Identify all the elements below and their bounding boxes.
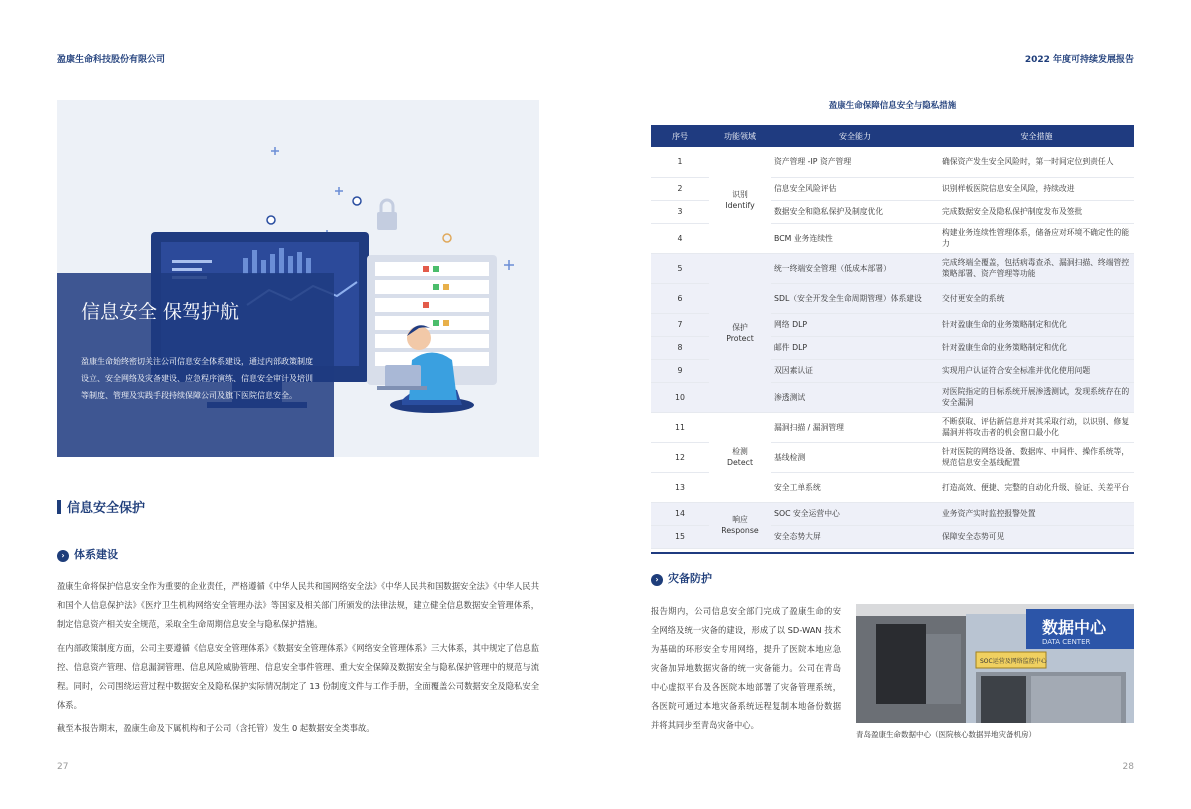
security-capability: SDL（安全开发全生命周期管理）体系建设 [771,283,939,313]
photo-label: SOC运营及网络监控中心 [980,658,1047,665]
row-number: 1 [651,147,709,177]
section-title-text: 信息安全保护 [67,501,146,516]
header-cell: 序号 [651,125,709,147]
table-row [651,412,1134,442]
row-number: 10 [651,382,709,412]
subsection-title-text: 体系建设 [74,548,118,561]
chevron-right-icon: › [57,550,69,562]
paragraph-3: 截至本报告期末，盈康生命及下属机构和子公司（含托管）发生 0 起数据安全类事故。 [57,723,375,733]
hero-title: 信息安全 保驾护航 [81,301,240,323]
security-capability: 网络 DLP [771,313,939,336]
table-title: 盈康生命保障信息安全与隐私措施 [828,101,957,111]
security-capability: 渗透测试 [771,382,939,412]
security-measure: 识别样板医院信息安全风险，持续改进 [939,177,1134,200]
security-capability: 安全态势大屏 [771,525,939,548]
security-capability: 漏洞扫描 / 漏洞管理 [771,412,939,442]
row-number: 11 [651,412,709,442]
security-capability: 统一终端安全管理（低成本部署） [771,253,939,283]
section-bar-icon [57,500,61,514]
table-bottom-rule [651,552,1134,554]
row-number: 4 [651,223,709,253]
security-measure: 交付更安全的系统 [939,283,1134,313]
chevron-right-icon: › [651,574,663,586]
security-capability: 邮件 DLP [771,336,939,359]
disaster-title [651,570,712,586]
function-area: 识别 Identify [709,147,771,253]
security-measure: 确保资产发生安全风险时，第一时间定位到责任人 [939,147,1134,177]
data-center-photo [856,604,1134,723]
row-number: 2 [651,177,709,200]
row-number: 5 [651,253,709,283]
table-header-row [651,125,1134,147]
security-measure: 针对医院的网络设备、数据库、中间件、操作系统等，规范信息安全基线配置 [939,442,1134,472]
table-row [651,253,1134,283]
disaster-text: 报告期内，公司信息安全部门完成了盈康生命的安全网络及统一灾备的建设，形成了以 SD-WAN 技术为基础的环形安全专用网络，提升了医院本地应急灾备加异地数据灾备的统一灾备能力。公司在青岛中心虚拟平台及各医院本地部署了灾备管理系统，各医院可通过本地灾备系统远程复制本地备份数据并将其同步至青岛灾备中心。 [651,606,841,730]
disaster-title-text: 灾备防护 [668,572,712,585]
hero-panel [57,273,334,457]
report-title: 2022 年度可持续发展报告 [1024,55,1134,65]
hero-text: 盈康生命始终密切关注公司信息安全体系建设，通过内部政策制度设立、安全网络及灾备建设、应急程序演练、信息安全审计及培训等制度、管理及实践手段持续保障公司及旗下医院信息安全。 [81,357,313,400]
security-capability: 基线检测 [771,442,939,472]
row-number: 12 [651,442,709,472]
security-capability: 安全工单系统 [771,472,939,502]
security-measure: 针对盈康生命的业务策略制定和优化 [939,313,1134,336]
header-cell: 功能领域 [709,125,771,147]
page-number-left: 27 [57,762,69,772]
paragraph-1: 盈康生命将保护信息安全作为重要的企业责任，严格遵循《中华人民共和国网络安全法》《中华人民共和国数据安全法》《中华人民共和国个人信息保护法》《医疗卫生机构网络安全管理办法》等国家及相关部门所颁发的法律法规，建立健全信息数据安全管理体系，制定信息资产相关安全规范，采取全生命周期信息安全与隐私保护措施。 [57,581,539,629]
table-row [651,147,1134,177]
security-measure: 完成终端全覆盖，包括病毒查杀、漏洞扫描、终端管控策略部署、资产管理等功能 [939,253,1134,283]
security-capability: BCM 业务连续性 [771,223,939,253]
row-number: 9 [651,359,709,382]
security-capability: 资产管理 -IP 资产管理 [771,147,939,177]
security-measure: 保障安全态势可见 [939,525,1134,548]
row-number: 6 [651,283,709,313]
security-measure: 业务资产实时监控报警处置 [939,502,1134,525]
security-capability: SOC 安全运营中心 [771,502,939,525]
row-number: 7 [651,313,709,336]
photo-caption: 青岛盈康生命数据中心（医院核心数据异地灾备机房） [856,730,1036,739]
function-area: 检测 Detect [709,412,771,502]
function-area: 响应 Response [709,502,771,548]
function-area: 保护 Protect [709,253,771,412]
row-number: 14 [651,502,709,525]
security-measure: 不断获取、评估新信息并对其采取行动，以识别、修复漏洞并将攻击者的机会窗口最小化 [939,412,1134,442]
page-number-right: 28 [1122,762,1134,772]
photo-sign-en: DATA CENTER [1042,638,1091,646]
security-measure: 打造高效、便捷、完整的自动化升级、验证、关差平台 [939,472,1134,502]
paragraph-2: 在内部政策制度方面，公司主要遵循《信息安全管理体系》《数据安全管理体系》《网络安全管理体系》三大体系，其中规定了信息监控、信息资产管理、信息漏洞管理、信息风险威胁管理、信息安全事件管理、重大安全保障及数据安全与隐私保护管理中的规范与流程。同时，公司围绕运营过程中数据安全及隐私保护实际情况制定了 13 份制度文件与工作手册，全面覆盖公司数据安全及隐私安全体系。 [57,643,539,710]
security-measures-table [651,125,1134,549]
header-cell: 安全能力 [771,125,939,147]
data-center-image [856,604,1134,723]
security-capability: 双因素认证 [771,359,939,382]
security-measure: 对医院指定的目标系统开展渗透测试，发现系统存在的安全漏洞 [939,382,1134,412]
photo-sign-cn: 数据中心 [1042,618,1107,637]
subsection-title [57,546,118,562]
company-name: 盈康生命科技股份有限公司 [57,55,166,65]
row-number: 3 [651,200,709,223]
row-number: 8 [651,336,709,359]
security-measure: 实现用户认证符合安全标准并优化使用问题 [939,359,1134,382]
security-measure: 构建业务连续性管理体系，储备应对环境不确定性的能力 [939,223,1134,253]
row-number: 13 [651,472,709,502]
section-title [57,497,145,516]
row-number: 15 [651,525,709,548]
security-measure: 完成数据安全及隐私保护制度发布及签批 [939,200,1134,223]
table-row [651,502,1134,525]
security-measure: 针对盈康生命的业务策略制定和优化 [939,336,1134,359]
header-cell: 安全措施 [939,125,1134,147]
security-capability: 信息安全风险评估 [771,177,939,200]
security-capability: 数据安全和隐私保护及制度优化 [771,200,939,223]
